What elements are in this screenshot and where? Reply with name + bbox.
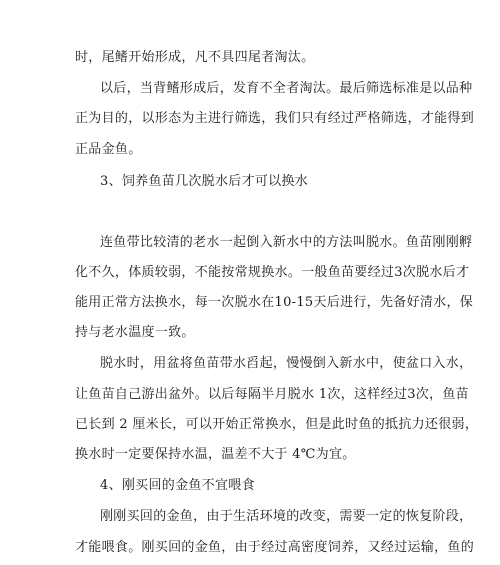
text-line: 连鱼带比较清的老水一起倒入新水中的方法叫脱水。鱼苗刚刚孵	[100, 235, 473, 250]
section-heading: 3、饲养鱼苗几次脱水后才可以换水	[100, 174, 309, 189]
text-line: 持与老水温度一致。	[75, 325, 195, 340]
text-line: 刚刚买回的金鱼，由于生活环境的改变，需要一定的恢复阶段，	[100, 509, 473, 524]
text-line: 换水时一定要保持水温，温差不大于 4℃为宜。	[75, 447, 356, 462]
text-line: 让鱼苗自己游出盆外。以后每隔半月脱水 1次，这样经过3次，鱼苗	[75, 387, 469, 402]
section-heading: 4、刚买回的金鱼不宜喂食	[100, 478, 255, 493]
text-line: 才能喂食。刚买回的金鱼，由于经过高密度饲养，又经过运输，鱼的	[75, 540, 475, 555]
text-line: 时，尾鳍开始形成，凡不具四尾者淘汰。	[75, 50, 315, 65]
text-line: 能用正常方法换水，每一次脱水在10-15天后进行，先备好清水，保	[75, 295, 474, 310]
text-line: 正为目的，以形态为主进行筛选，我们只有经过严格筛选，才能得到	[75, 111, 475, 126]
text-line: 以后，当背鳍形成后，发育不全者淘汰。最后筛选标准是以品种	[100, 81, 473, 96]
text-line: 正品金鱼。	[75, 142, 142, 157]
text-line: 化不久，体质较弱，不能按常规换水。一般鱼苗要经过3次脱水后才	[75, 265, 470, 280]
text-line: 已长到 2 厘米长，可以开始正常换水，但是此时鱼的抵抗力还很弱，	[75, 417, 479, 432]
text-line: 脱水时，用盆将鱼苗带水舀起，慢慢倒入新水中，使盆口入水，	[100, 356, 473, 371]
